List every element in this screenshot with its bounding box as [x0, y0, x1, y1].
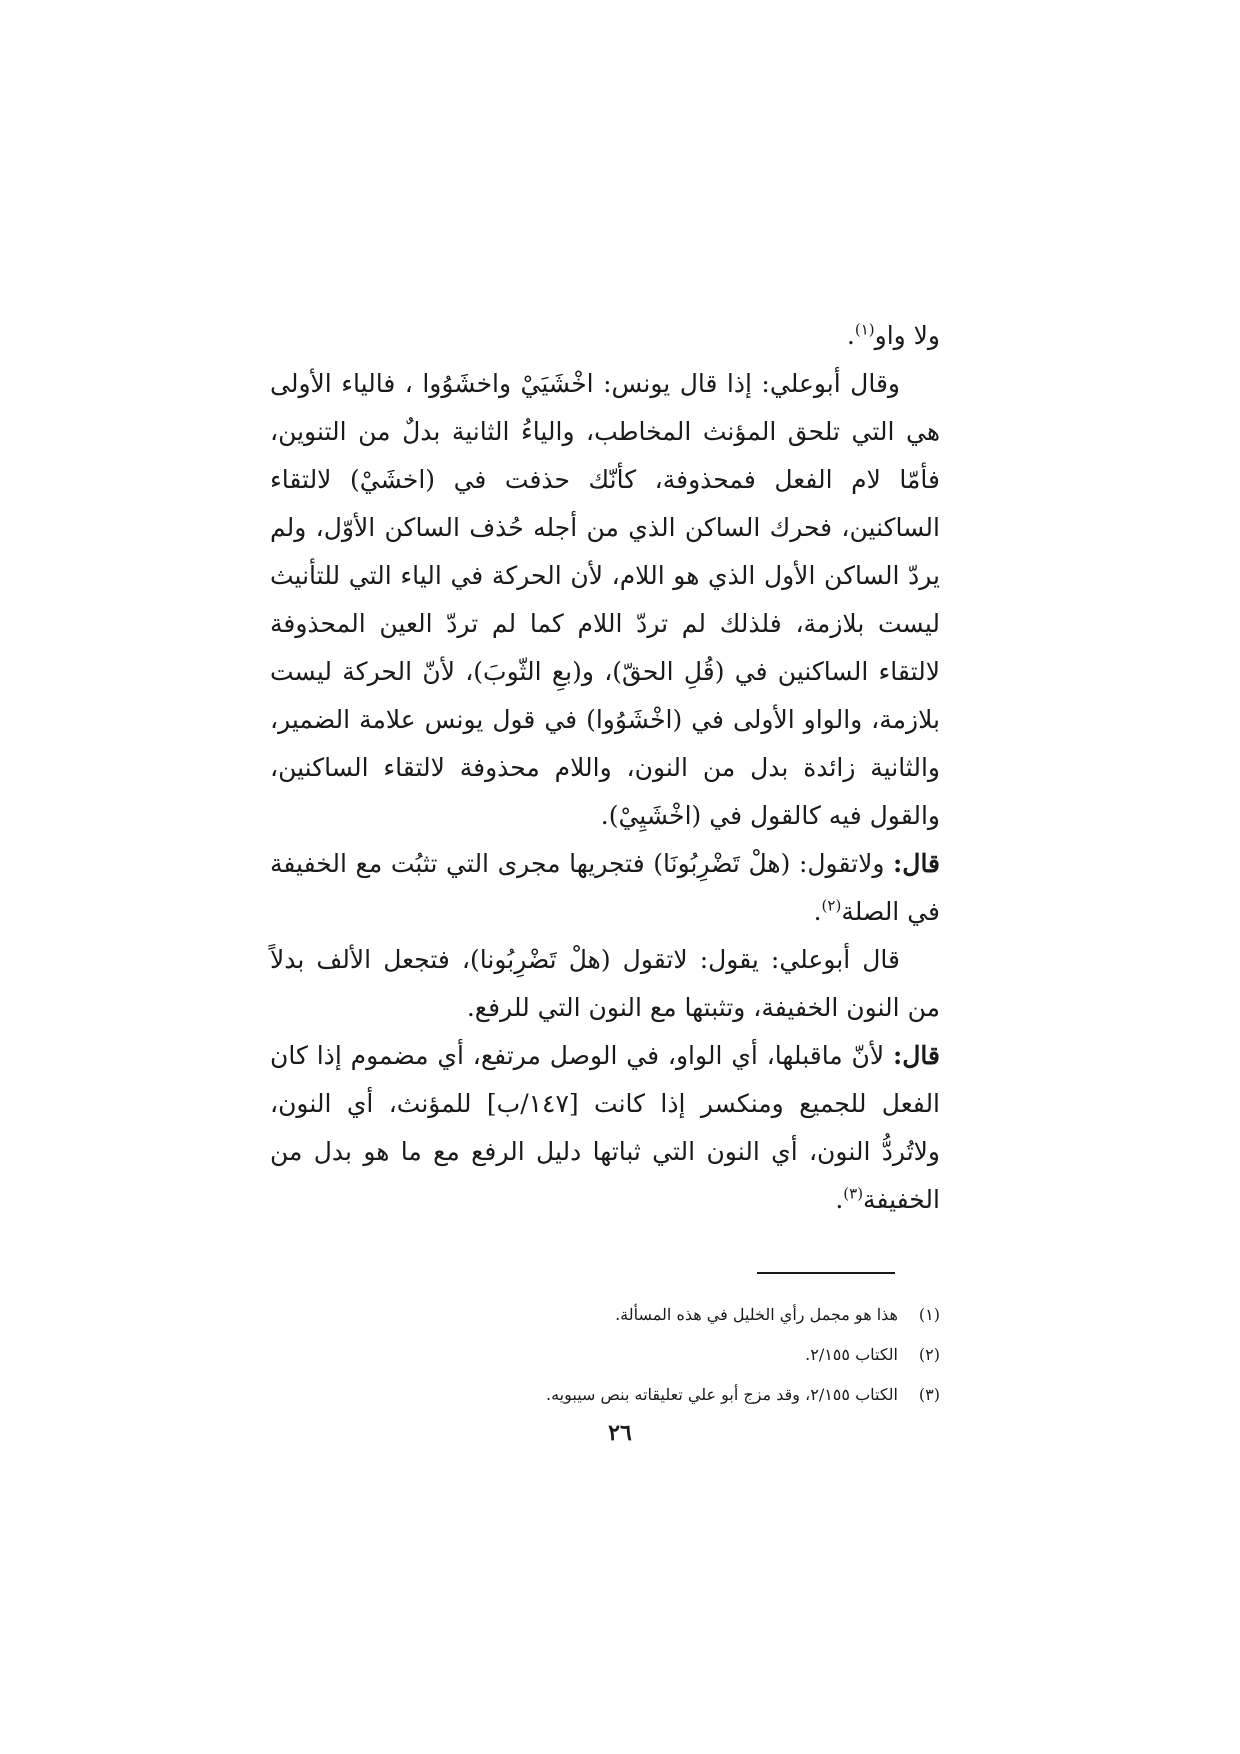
footnote-ref-3: (٣) [843, 1184, 864, 1203]
paragraph-5 [270, 1032, 940, 1224]
paragraph-1-text: ولا واو [874, 321, 940, 350]
page-number: ٢٦ [608, 1420, 632, 1446]
footnote-ref-2: (٢) [821, 896, 842, 915]
footnotes [270, 1295, 940, 1415]
footnote-text: هذا هو مجمل رأي الخليل في هذه المسألة. [615, 1305, 898, 1324]
footnote-1 [270, 1295, 940, 1335]
footnote-mark: (٣) [918, 1385, 940, 1404]
footnote-text: الكتاب ٢/١٥٥. [805, 1345, 898, 1364]
paragraph-1-tail: . [846, 321, 855, 350]
paragraph-4 [270, 936, 940, 1032]
paragraph-2 [270, 360, 940, 840]
footnote-mark: (١) [918, 1305, 940, 1324]
footnote-mark: (٢) [918, 1345, 940, 1364]
qala-label: قال: [893, 849, 941, 878]
footnote-divider [757, 1272, 895, 1274]
paragraph-5-tail: . [835, 1185, 844, 1214]
paragraph-3-tail: . [813, 897, 822, 926]
qala-label: قال: [893, 1041, 940, 1070]
paragraph-5-text: لأنّ ماقبلها، أي الواو، في الوصل مرتفع، أي مضموم إذا كان الفعل للجميع ومنكسر إذا كانت [١٤٧/ب] للمؤنث، أي النون، ولاتُردُّ النون، أي النون التي ثباتها دليل الرفع مع ما هو بدل من الخفيفة [270, 1041, 941, 1214]
paragraph-3 [270, 840, 940, 936]
footnote-2 [270, 1335, 940, 1375]
paragraph-2-text: وقال أبوعلي: إذا قال يونس: اخْشَيَيْ واخشَوُوا ، فالياء الأولى هي التي تلحق المؤنث المخاطب، والياءُ الثانية بدلٌ من التنوين، فأمّا لام الفعل فمحذوفة، كأنّك حذفت في (اخشَيْ) لالتقاء الساكنين، فحرك الساكن الذي من أجله حُذف الساكن الأوّل، ولم يردّ الساكن الأول الذي هو اللام، لأن الحركة في الياء التي للتأنيث ليست بلازمة، فلذلك لم تردّ اللام كما لم تردّ العين المحذوفة لالتقاء الساكنين في (قُلِ الحقّ)، و(بعِ الثّوبَ)، لأنّ الحركة ليست بلازمة، والواو الأولى في (اخْشَوُوا) في قول يونس علامة الضمير، والثانية زائدة بدل من النون، واللام محذوفة لالتقاء الساكنين، والقول فيه كالقول في (اخْشَيِيْ). [270, 369, 940, 830]
paragraph-3-text: ولاتقول: (هلْ تَضْرِبُونَا) فتجريها مجرى التي تثبُت مع الخفيفة في الصلة [270, 849, 940, 926]
main-text [270, 312, 940, 1224]
footnote-text: الكتاب ٢/١٥٥، وقد مزج أبو علي تعليقاته بنص سيبويه. [545, 1385, 898, 1404]
paragraph-1 [270, 312, 940, 360]
footnote-ref-1: (١) [854, 320, 875, 339]
footnote-3 [270, 1375, 940, 1415]
paragraph-4-text: قال أبوعلي: يقول: لاتقول (هلْ تَضْرِبُونا)، فتجعل الألف بدلاً من النون الخفيفة، وتثبتها مع النون التي للرفع. [270, 945, 940, 1022]
